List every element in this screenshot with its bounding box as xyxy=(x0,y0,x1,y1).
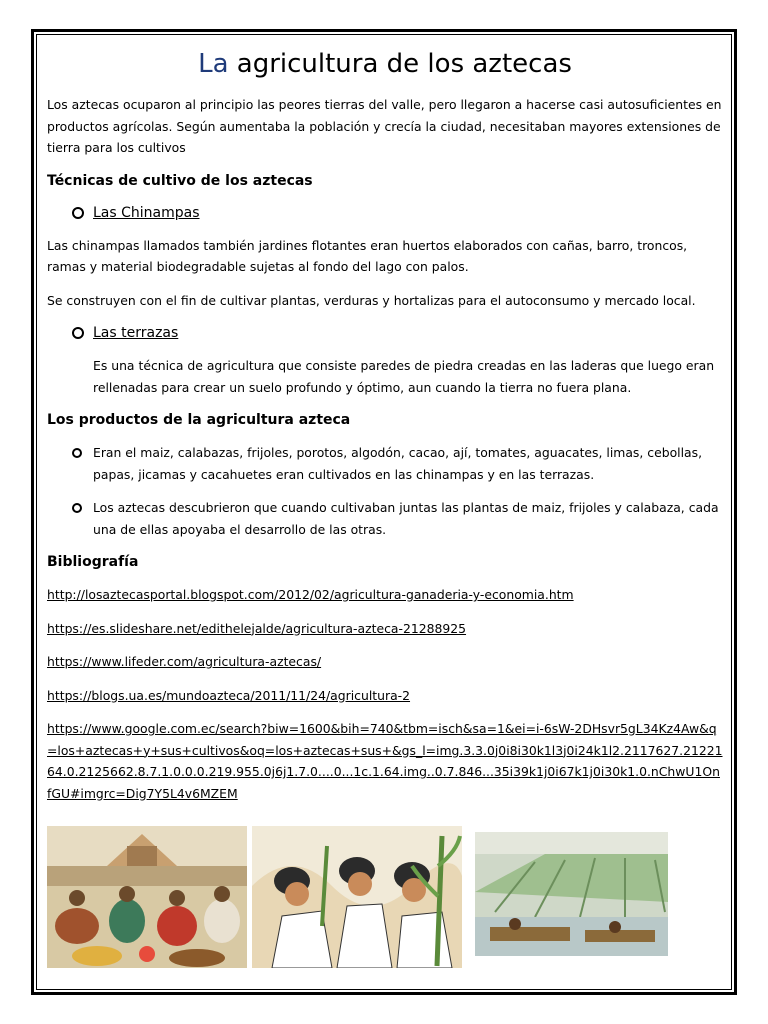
page-title xyxy=(47,48,723,80)
chinampas-paragraph-2: Se construyen con el fin de cultivar plantas, verduras y hortalizas para el autoconsumo y mercado local. xyxy=(47,292,696,308)
terrazas-paragraph: Es una técnica de agricultura que consiste paredes de piedra creadas en las laderas que luego eran rellenadas para crear un suelo profundo y óptimo, aun cuando la tierra no fuera plana. xyxy=(93,358,715,395)
illustrations-row xyxy=(47,826,677,971)
bullet-ring-icon xyxy=(72,448,82,458)
list-item-text: Eran el maiz, calabazas, frijoles, porotos, algodón, cacao, ají, tomates, aguacates, limas, cebollas, papas, jicamas y cacahuetes eran cultivados en las chinampas y en las terrazas. xyxy=(93,445,703,482)
chinampas-label: Las Chinampas xyxy=(93,204,200,221)
chinampas-paragraph-1: Las chinampas llamados también jardines flotantes eran huertos elaborados con cañas, barro, troncos, ramas y material biodegradable sujetas al fondo del lago con palos. xyxy=(47,237,688,274)
subheading-chinampas xyxy=(47,203,723,223)
chinampas-fields-image xyxy=(475,832,668,956)
subheading-terrazas xyxy=(47,323,723,343)
heading-bibliografia: Bibliografía xyxy=(47,554,139,570)
document-body xyxy=(47,40,723,816)
bullet-ring-icon xyxy=(72,327,84,339)
bibliography-link-5[interactable]: https://www.google.com.ec/search?biw=1600&bih=740&tbm=isch&sa=1&ei=i-6sW-2DHsvr5gL34Kz4Aw&q=los+aztecas+y+sus+cultivos&oq=los+aztecas+sus+&gs_l=img.3.3.0j0i8i30k1l3j0i24k1l2.2117627.2122164.0.2125662.8.7.1.0.0.0.219.955.0j6j1.7.0....0...1c.1.64.img..0.7.846...35i39k1j0i67k1j0i30k1.0.nChwU1OnfGU#imgrc=Dig7Y5L4v6MZEM xyxy=(47,721,723,801)
bibliography-link-3[interactable]: https://www.lifeder.com/agricultura-aztecas/ xyxy=(47,654,322,669)
title-accent: La xyxy=(198,49,229,79)
heading-productos: Los productos de la agricultura azteca xyxy=(47,412,351,428)
bibliography-link-1[interactable]: http://losaztecasportal.blogspot.com/2012/02/agricultura-ganaderia-y-economia.htm xyxy=(47,587,574,602)
bibliography-link-4[interactable]: https://blogs.ua.es/mundoazteca/2011/11/24/agricultura-2 xyxy=(47,687,411,703)
bullet-ring-icon xyxy=(72,503,82,513)
heading-tecnicas: Técnicas de cultivo de los aztecas xyxy=(47,172,313,189)
bibliography-link-2[interactable]: https://es.slideshare.net/edithelejalde/agricultura-azteca-21288925 xyxy=(47,620,467,636)
aztec-corn-harvest-image xyxy=(252,826,462,968)
list-item xyxy=(47,442,723,485)
terrazas-label: Las terrazas xyxy=(93,325,179,341)
list-item-text: Los aztecas descubrieron que cuando cultivaban juntas las plantas de maiz, frijoles y calabaza, cada una de ellas apoyaba el desarrollo de las otras. xyxy=(93,500,719,537)
title-rest: agricultura de los aztecas xyxy=(228,49,572,79)
bullet-ring-icon xyxy=(72,207,84,219)
list-item xyxy=(47,497,723,540)
aztec-market-image xyxy=(47,826,247,968)
intro-paragraph: Los aztecas ocuparon al principio las peores tierras del valle, pero llegaron a hacerse casi autosuficientes en productos agrícolas. Según aumentaba la población y crecía la ciudad, necesitaban mayores extensiones de tierra para los cultivos xyxy=(47,97,722,155)
